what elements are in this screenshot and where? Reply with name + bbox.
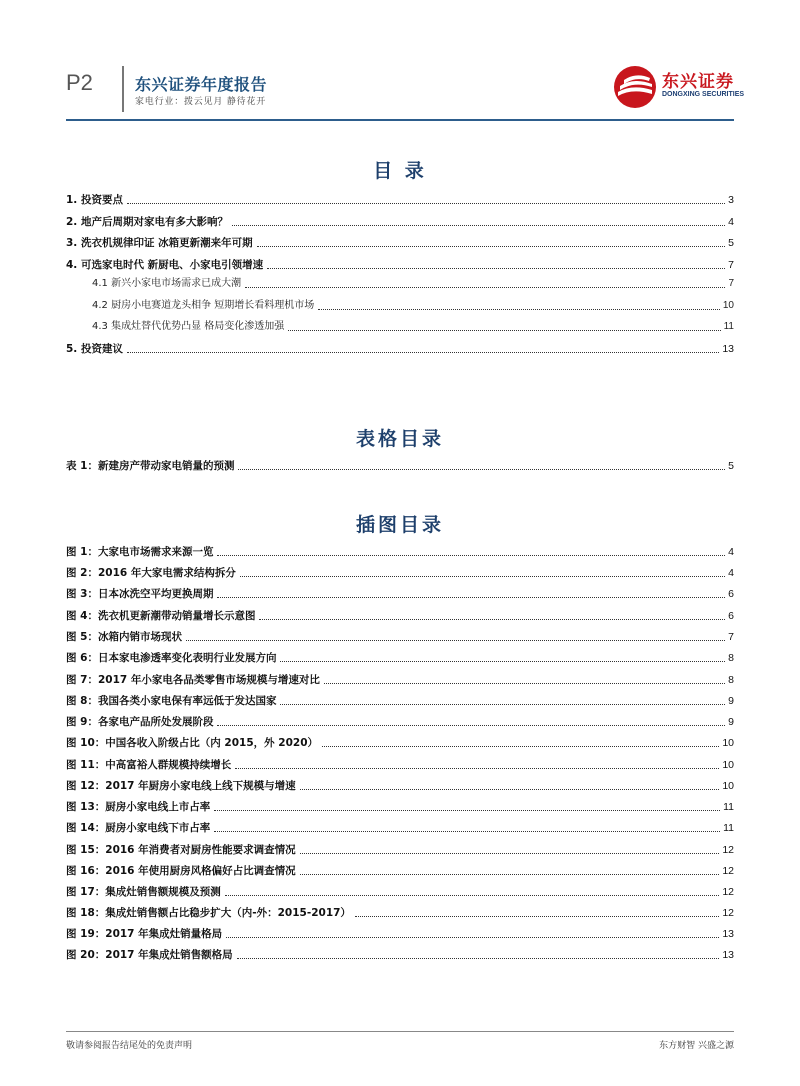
figure-entry-label: 图 4：洗衣机更新潮带动销量增长示意图	[66, 610, 256, 622]
table-entry-label: 表 1：新建房产带动家电销量的预测	[66, 460, 235, 472]
figure-entry-label: 图 17：集成灶销售额规模及预测	[66, 886, 221, 898]
page-number: P2	[66, 70, 93, 95]
figure-entry-label: 图 20：2017 年集成灶销售额格局	[66, 949, 233, 961]
table-entry[interactable]	[66, 457, 734, 473]
toc-entry-page: 4	[728, 216, 734, 228]
figure-entry-page: 13	[722, 949, 734, 961]
toc-title: 目 录	[373, 160, 427, 182]
toc-entry[interactable]	[66, 340, 734, 356]
figure-entry-page: 12	[722, 865, 734, 877]
company-logo	[612, 64, 745, 112]
figure-entry[interactable]	[66, 734, 734, 750]
figure-entry[interactable]	[66, 904, 734, 920]
figure-entry[interactable]	[66, 585, 734, 601]
toc-entry-page: 7	[728, 259, 734, 271]
figure-entry-label: 图 5：冰箱内销市场现状	[66, 631, 182, 643]
toc-entry-page: 10	[722, 300, 734, 311]
table-entry-page: 5	[728, 460, 734, 472]
figure-entry[interactable]	[66, 946, 734, 962]
toc-entry-page: 13	[722, 343, 734, 355]
figure-entry-page: 4	[728, 567, 734, 579]
figure-entry-page: 4	[728, 546, 734, 558]
figure-entry-page: 7	[728, 631, 734, 643]
figure-entry-page: 12	[722, 886, 734, 898]
toc-entry[interactable]	[66, 234, 734, 250]
toc-subentry[interactable]	[92, 297, 734, 313]
figure-entry[interactable]	[66, 649, 734, 665]
footer-rule	[66, 1031, 734, 1032]
figure-entry[interactable]	[66, 925, 734, 941]
figure-entry-page: 12	[722, 907, 734, 919]
toc-entry-page: 7	[728, 278, 734, 289]
figure-entry[interactable]	[66, 607, 734, 623]
figure-entry-page: 9	[728, 695, 734, 707]
figure-entry-page: 9	[728, 716, 734, 728]
figure-entry[interactable]	[66, 819, 734, 835]
figure-entry-label: 图 11：中高富裕人群规模持续增长	[66, 759, 232, 771]
logo-text-cn: 东兴证券	[662, 72, 734, 92]
figure-entry[interactable]	[66, 862, 734, 878]
header-divider	[122, 66, 124, 112]
toc-entry-page: 11	[723, 321, 734, 332]
figure-entry[interactable]	[66, 798, 734, 814]
figure-entry[interactable]	[66, 543, 734, 559]
figure-entry[interactable]	[66, 671, 734, 687]
footer-slogan: 东方财智 兴盛之源	[659, 1041, 734, 1051]
figure-entry-label: 图 3：日本冰洗空平均更换周期	[66, 588, 214, 600]
figure-entry-label: 图 9：各家电产品所处发展阶段	[66, 716, 214, 728]
figure-entry-page: 10	[722, 737, 734, 749]
figure-entry-label: 图 2：2016 年大家电需求结构拆分	[66, 567, 236, 579]
figure-entry[interactable]	[66, 841, 734, 857]
figure-entry-page: 13	[722, 928, 734, 940]
figure-entry[interactable]	[66, 777, 734, 793]
figure-entry-label: 图 13：厨房小家电线上市占率	[66, 801, 211, 813]
logo-mark-icon	[612, 64, 658, 110]
figure-entry-page: 10	[722, 780, 734, 792]
toc-entry-page: 3	[728, 194, 734, 206]
figure-entry[interactable]	[66, 756, 734, 772]
toc-entry-label: 3. 洗衣机规律印证 冰箱更新潮来年可期	[66, 237, 253, 249]
figure-entry-page: 12	[722, 844, 734, 856]
toc-subentry[interactable]	[92, 275, 734, 291]
figure-entry-page: 10	[722, 759, 734, 771]
toc-entry[interactable]	[66, 191, 734, 207]
figure-entry[interactable]	[66, 713, 734, 729]
toc-subentry[interactable]	[92, 318, 734, 334]
figure-entry-page: 6	[728, 588, 734, 600]
figure-entry-label: 图 7：2017 年小家电各品类零售市场规模与增速对比	[66, 674, 320, 686]
toc-entry-label: 4. 可选家电时代 新厨电、小家电引领增速	[66, 259, 264, 271]
figure-entry-page: 11	[723, 801, 734, 813]
logo-text-en: DONGXING SECURITIES	[662, 91, 745, 98]
figures-list-title: 插图目录	[355, 514, 444, 536]
figure-entry-page: 8	[728, 652, 734, 664]
toc-entry-label: 4.2 厨房小电赛道龙头相争 短期增长看料理机市场	[92, 300, 315, 311]
toc-entry-label: 4.1 新兴小家电市场需求已成大潮	[92, 278, 242, 289]
toc-entry[interactable]	[66, 256, 734, 272]
tables-list-title: 表格目录	[355, 428, 444, 450]
figure-entry-label: 图 18：集成灶销售额占比稳步扩大（内-外：2015-2017）	[66, 907, 351, 919]
figure-entry[interactable]	[66, 692, 734, 708]
figure-entry-page: 11	[723, 822, 734, 834]
footer-disclaimer: 敬请参阅报告结尾处的免责声明	[66, 1041, 193, 1051]
figure-entry-page: 6	[728, 610, 734, 622]
figure-entry-label: 图 1：大家电市场需求来源一览	[66, 546, 214, 558]
figure-entry-label: 图 12：2017 年厨房小家电线上线下规模与增速	[66, 780, 296, 792]
toc-entry-label: 4.3 集成灶替代优势凸显 格局变化渗透加强	[92, 321, 285, 332]
toc-entry-label: 2. 地产后周期对家电有多大影响？	[66, 216, 228, 228]
figure-entry-label: 图 8：我国各类小家电保有率远低于发达国家	[66, 695, 277, 707]
figure-entry-page: 8	[728, 674, 734, 686]
figure-entry-label: 图 16：2016 年使用厨房风格偏好占比调查情况	[66, 865, 296, 877]
figure-entry[interactable]	[66, 628, 734, 644]
report-subtitle: 家电行业：拨云见月 静待花开	[135, 97, 267, 107]
header-rule	[66, 119, 734, 121]
figure-entry[interactable]	[66, 564, 734, 580]
report-title: 东兴证券年度报告	[135, 75, 268, 94]
figure-entry-label: 图 6：日本家电渗透率变化表明行业发展方向	[66, 652, 277, 664]
figure-entry-label: 图 10：中国各收入阶级占比（内 2015，外 2020）	[66, 737, 319, 749]
figure-entry-label: 图 15：2016 年消费者对厨房性能要求调查情况	[66, 844, 296, 856]
figure-entry-label: 图 19：2017 年集成灶销量格局	[66, 928, 223, 940]
figure-entry[interactable]	[66, 883, 734, 899]
toc-entry-label: 1. 投资要点	[66, 194, 123, 206]
toc-entry-label: 5. 投资建议	[66, 343, 123, 355]
toc-entry-page: 5	[728, 237, 734, 249]
figure-entry-label: 图 14：厨房小家电线下市占率	[66, 822, 211, 834]
toc-entry[interactable]	[66, 213, 734, 229]
